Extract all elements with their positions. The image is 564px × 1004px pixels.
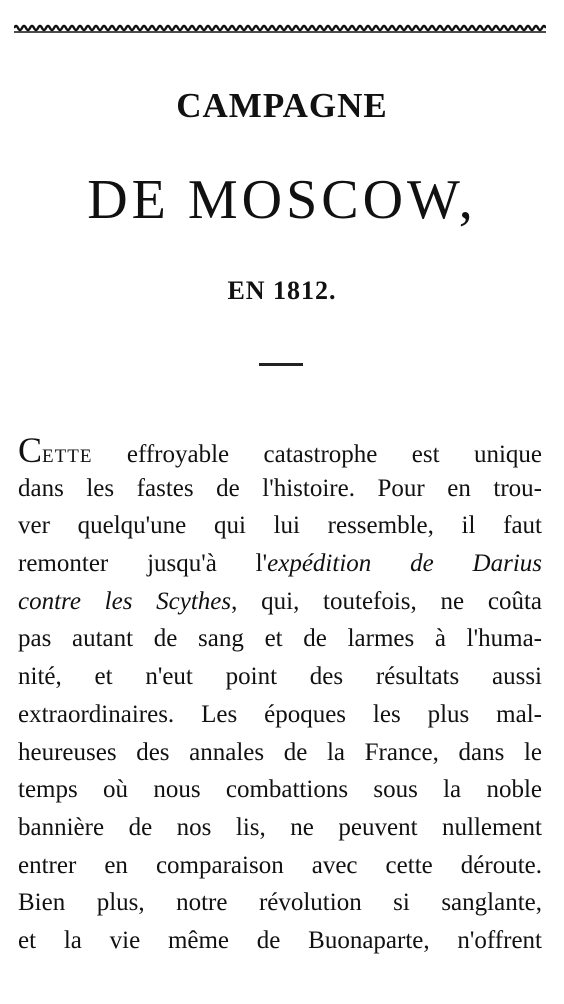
text-run: effroyable catastrophe est unique <box>92 441 542 468</box>
text-line: ver quelqu'une qui lui ressemble, il faut <box>18 512 542 540</box>
italic-run: contre les Scythes <box>18 587 232 615</box>
text-line: entrer en comparaison avec cette déroute. <box>18 851 542 879</box>
text-line: dans les fastes de l'histoire. Pour en trou- <box>18 474 542 502</box>
text-line: Bien plus, notre révolution si sanglante, <box>18 889 542 917</box>
text-line: nité, et n'eut point des résultats aussi <box>18 663 542 691</box>
subtitle-date: EN 1812. <box>227 276 337 305</box>
text-run: remonter jusqu'à l' <box>18 550 268 578</box>
text-line <box>18 583 542 621</box>
section-divider <box>259 363 303 366</box>
text-line: heureuses des annales de la France, dans le <box>18 738 542 766</box>
text-line: et la vie même de Buonaparte, n'offrent <box>18 926 542 954</box>
body-paragraph <box>18 432 542 960</box>
drop-cap: C <box>18 430 43 470</box>
text-line <box>18 432 542 470</box>
text-line <box>18 545 542 583</box>
wavy-rule-icon <box>14 24 546 34</box>
text-line: bannière de nos lis, ne peuvent nullement <box>18 813 542 841</box>
title-line-1: CAMPAGNE <box>176 86 388 125</box>
text-line: extraordinaires. Les époques les plus mal- <box>18 700 542 728</box>
text-line: temps où nous combattions sous la noble <box>18 776 542 804</box>
text-run: , qui, toutefois, ne coûta <box>231 587 542 615</box>
title-line-2: DE MOSCOW, <box>87 169 477 231</box>
text-line: pas autant de sang et de larmes à l'huma- <box>18 625 542 653</box>
italic-run: expédition de Darius <box>267 550 542 578</box>
ornamental-rule <box>14 24 546 34</box>
small-caps-word: ETTE <box>42 446 93 467</box>
